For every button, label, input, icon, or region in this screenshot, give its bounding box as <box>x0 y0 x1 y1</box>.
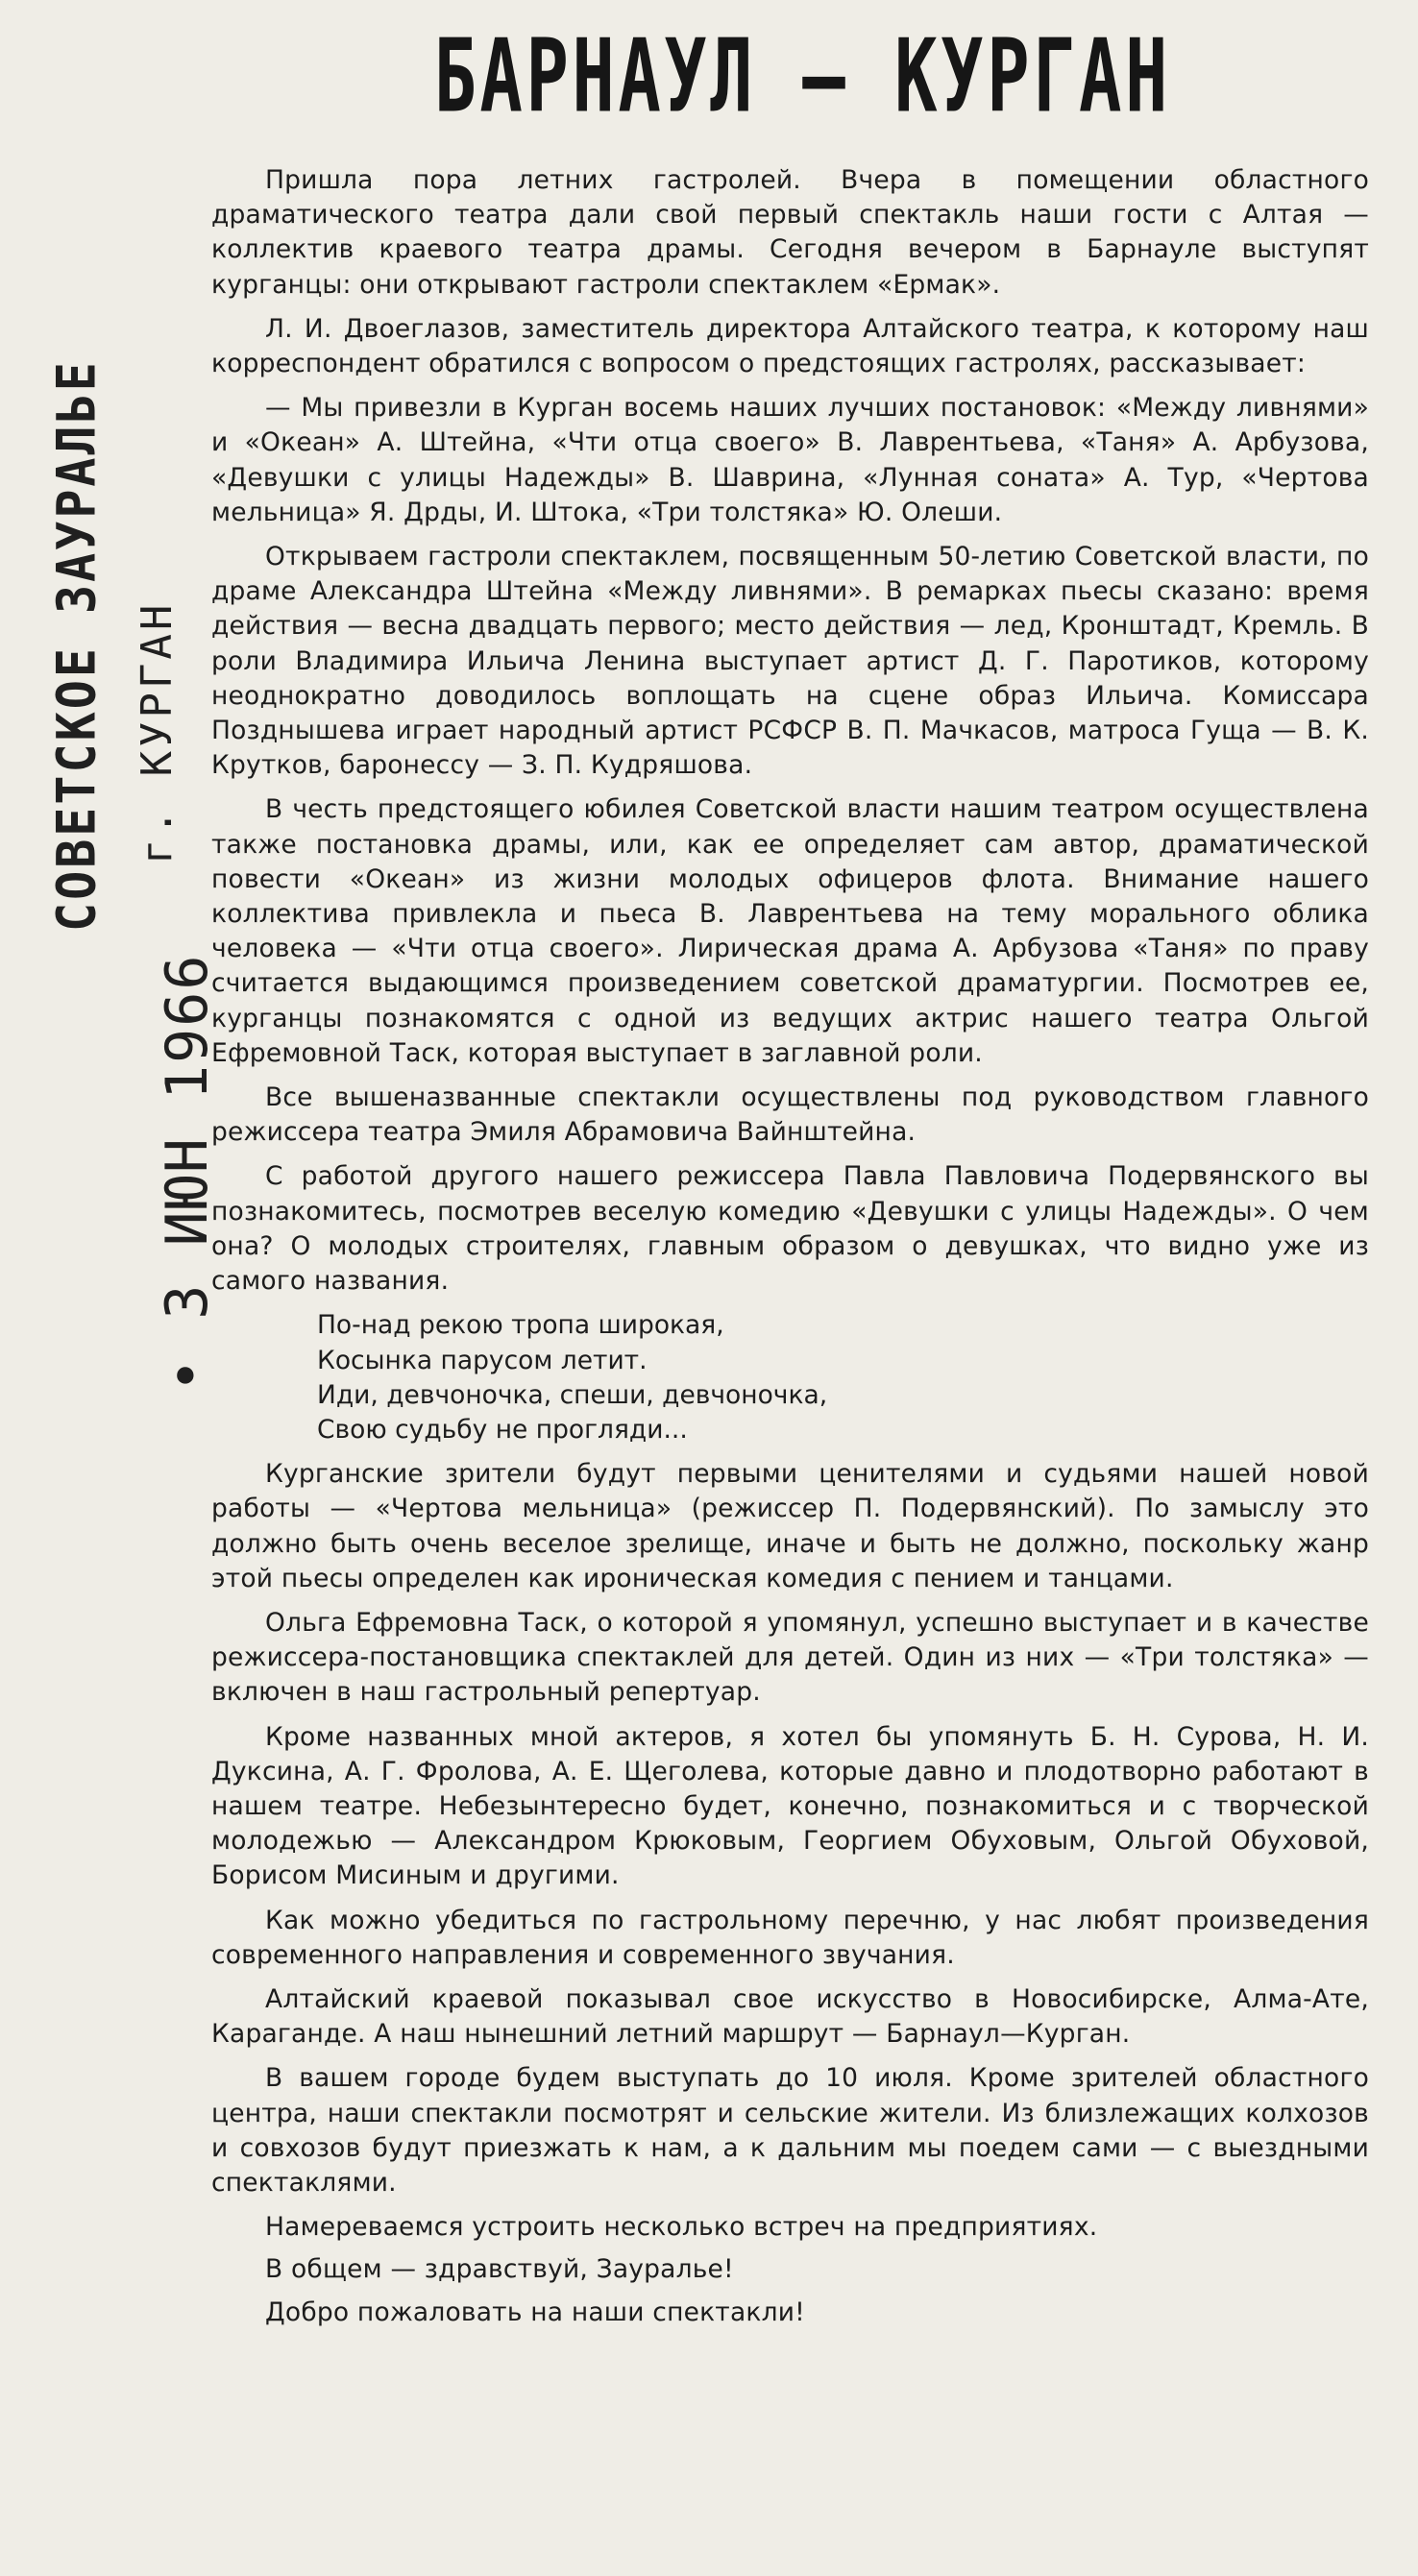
newspaper-name: СОВЕТСКОЕ ЗАУРАЛЬЕ <box>46 359 108 932</box>
paragraph: Открываем гастроли спектаклем, посвященным 50-летию Советской власти, по драме Александра Штейна «Между ливнями». В ремарках пьесы сказано: время действия — весна двадцать первого; место действия — лед, Кронштадт, Кремль. В роли Владимира Ильича Ленина выступает артист Д. Г. Паротиков, которому неоднократно доводилось воплощать на сцене образ Ильича. Комиссара Позднышева играет народный артист РСФСР В. П. Мачкасов, матроса Гуща — В. К. Крутков, баронессу — З. П. Кудряшова. <box>211 542 1369 781</box>
paragraph: Все вышеназванные спектакли осуществлены под руководством главного режиссера театра Эмиля Абрамовича Вайнштейна. <box>211 1082 1369 1148</box>
poem-line: Иди, девчоночка, спеши, девчоночка, <box>317 1379 828 1410</box>
paragraph: Пришла пора летних гастролей. Вчера в помещении областного драматического театра дали свой первый спектакль наши гости с Алтая — коллектив краевого театра драмы. Сегодня вечером в Барнауле выступят курганцы: они открывают гастроли спектаклем «Ермак». <box>211 165 1369 300</box>
headline-text: БАРНАУЛ — КУРГАН <box>433 18 1171 135</box>
article-body <box>211 163 1369 2564</box>
clipping-stamp <box>46 359 238 1393</box>
paragraph: Алтайский краевой показывал свое искусство в Новосибирске, Алма-Ате, Караганде. А наш нынешний летний маршрут — Барнаул—Курган. <box>211 1983 1369 2050</box>
paragraph: Курганские зрители будут первыми ценителями и судьями нашей новой работы — «Чертова мельница» (режиссер П. Подервянский). По замыслу это должно быть очень веселое зрелище, иначе и быть не должно, поскольку жанр этой пьесы определен как ироническая комедия с пением и танцами. <box>211 1459 1369 1593</box>
paragraph: — Мы привезли в Курган восемь наших лучших постановок: «Между ливнями» и «Океан» А. Штейна, «Чти отца своего» В. Лаврентьева, «Таня» А. Арбузова, «Девушки с улицы Надежды» В. Шаврина, «Лунная соната» А. Тур, «Чертова мельница» Я. Дрды, И. Штока, «Три толстяка» Ю. Олеши. <box>211 393 1369 527</box>
poem-quote <box>211 1308 1369 1447</box>
paragraph: Ольга Ефремовна Таск, о которой я упомянул, успешно выступает и в качестве режиссера-постановщика спектаклей для детей. Один из них — «Три толстяка» — включен в наш гастрольный репертуар. <box>211 1607 1369 1708</box>
paragraph: Как можно убедиться по гастрольному перечню, у нас любят произведения современного направления и современного звучания. <box>211 1905 1369 1970</box>
closing-line: Добро пожаловать на наши спектакли! <box>265 2297 805 2327</box>
poem-line: Свою судьбу не прогляди... <box>317 1414 688 1445</box>
paragraph: В честь предстоящего юбилея Советской власти нашим театром осуществлена также постановка драмы, или, как ее определяет сам автор, драматической повести «Океан» из жизни молодых офицеров флота. Внимание нашего коллектива привлекла и пьеса В. Лаврентьева на тему морального облика человека — «Чти отца своего». Лирическая драма А. Арбузова «Таня» по праву считается выдающимся произведением советской драматургии. Посмотрев ее, курганцы познакомятся с одной из ведущих актрис нашего театра Ольгой Ефремовной Таск, которая выступает в заглавной роли. <box>211 794 1369 1068</box>
newspaper-city: г. КУРГАН <box>133 600 182 864</box>
paragraph: Л. И. Двоеглазов, заместитель директора Алтайского театра, к которому наш корреспондент обратился с вопросом о предстоящих гастролях, рассказывает: <box>211 313 1369 379</box>
paragraph: С работой другого нашего режиссера Павла Павловича Подервянского вы познакомитесь, посмотрев веселую комедию «Девушки с улицы Надежды». О чем она? О молодых строителях, главным образом о девушках, что видно уже из самого названия. <box>211 1161 1369 1297</box>
clipping-date: • 3 ИЮН 1966 <box>154 953 221 1393</box>
poem-line: Косынка парусом летит. <box>317 1345 648 1375</box>
paragraph: В вашем городе будем выступать до 10 июля. Кроме зрителей областного центра, наши спектакли посмотрят и сельские жители. Из близлежащих колхозов и совхозов будут приезжать к нам, а к дальним мы поедем сами — с выездными спектаклями. <box>211 2063 1369 2198</box>
headline <box>221 19 1383 134</box>
poem-line: По-над рекою тропа широкая, <box>317 1310 724 1341</box>
paragraph: Кроме названных мной актеров, я хотел бы упомянуть Б. Н. Сурова, Н. И. Дуксина, А. Г. Фролова, А. Е. Щеголева, которые давно и плодотворно работают в нашем театре. Небезынтересно будет, конечно, познакомиться и с творческой молодежью — Александром Крюковым, Георгием Обуховым, Ольгой Обуховой, Борисом Мисиным и другими. <box>211 1721 1369 1891</box>
closing-line: Намереваемся устроить несколько встреч на предприятиях. <box>265 2212 1098 2243</box>
closing-line: В общем — здравствуй, Зауралье! <box>265 2254 734 2285</box>
